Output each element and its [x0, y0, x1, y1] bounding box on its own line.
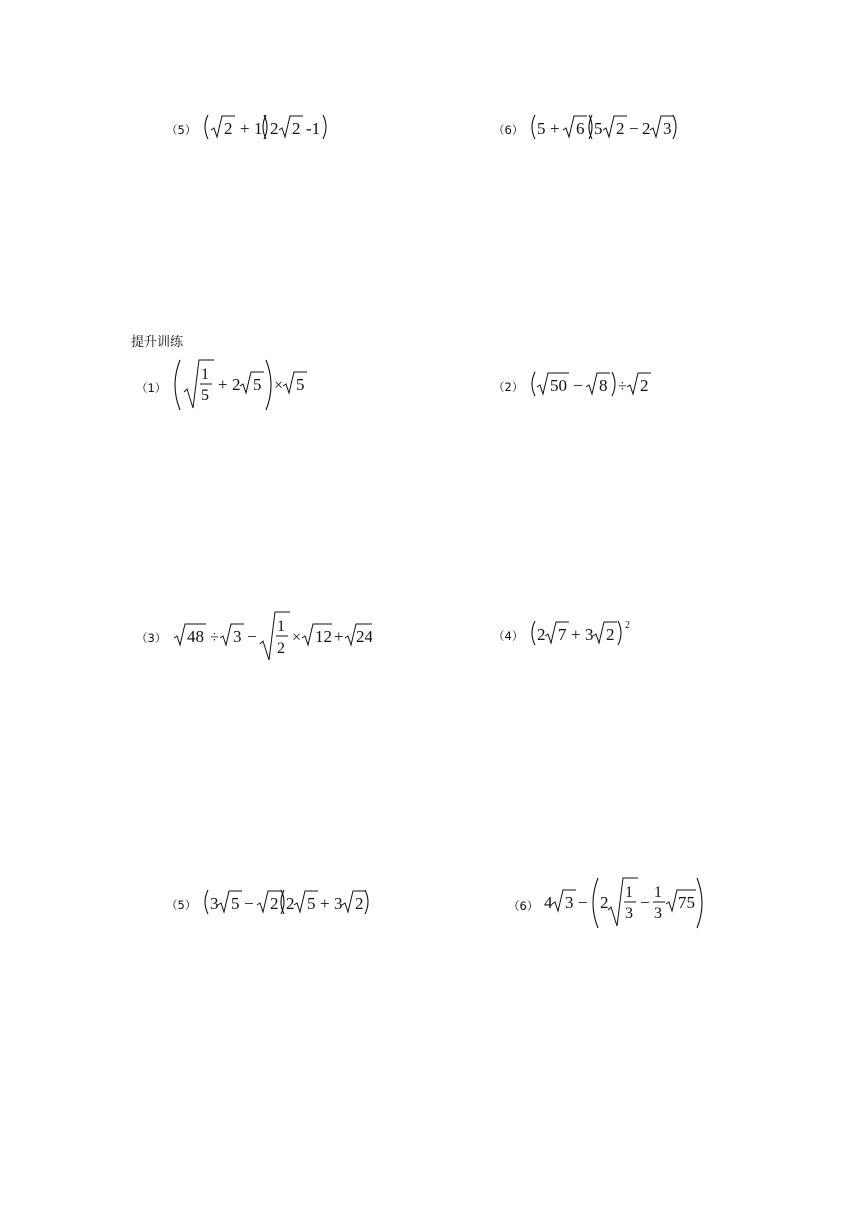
- svg-text:2: 2: [537, 625, 546, 644]
- svg-text:2: 2: [270, 894, 279, 913]
- svg-text:5: 5: [537, 119, 546, 138]
- svg-text:48: 48: [187, 627, 205, 646]
- svg-text:+: +: [218, 375, 228, 394]
- svg-text:+: +: [320, 894, 330, 913]
- svg-text:+: +: [334, 627, 344, 646]
- svg-text:2: 2: [600, 893, 609, 912]
- svg-text:−: −: [244, 894, 254, 913]
- problem-3: [136, 608, 372, 667]
- svg-text:2: 2: [270, 119, 279, 138]
- svg-text:2: 2: [286, 894, 295, 913]
- svg-text:2: 2: [277, 640, 286, 657]
- problem-top-5: [166, 112, 332, 147]
- svg-text:2: 2: [616, 119, 625, 138]
- svg-text:1: 1: [625, 884, 634, 901]
- svg-text:+: +: [550, 119, 560, 138]
- svg-text:+: +: [571, 625, 581, 644]
- svg-text:2: 2: [642, 119, 651, 138]
- svg-text:−: −: [573, 376, 583, 395]
- problem-number: （4）: [493, 628, 524, 643]
- math-expression: [172, 608, 372, 667]
- svg-text:5: 5: [307, 894, 316, 913]
- svg-text:8: 8: [599, 376, 608, 395]
- problem-top-6: [493, 112, 679, 147]
- svg-text:5: 5: [253, 375, 262, 394]
- problem-5: [166, 887, 372, 922]
- math-expression: [544, 876, 706, 935]
- problem-number: （6）: [493, 122, 524, 137]
- svg-text:−: −: [640, 893, 650, 912]
- math-expression: [172, 358, 312, 417]
- svg-text:24: 24: [356, 627, 373, 646]
- svg-text:12: 12: [315, 627, 333, 646]
- svg-text:2: 2: [640, 376, 649, 395]
- svg-text:1: 1: [277, 618, 286, 635]
- svg-text:7: 7: [558, 625, 567, 644]
- svg-text:75: 75: [678, 893, 696, 912]
- svg-text:2: 2: [625, 620, 631, 631]
- math-expression: [529, 369, 654, 404]
- problem-number: （3）: [136, 630, 167, 645]
- problem-4: [493, 618, 634, 653]
- problem-number: （5）: [166, 897, 197, 912]
- math-expression: [202, 887, 372, 922]
- svg-text:3: 3: [663, 119, 672, 138]
- problem-1: [136, 358, 312, 417]
- svg-text:6: 6: [576, 119, 585, 138]
- svg-text:3: 3: [585, 625, 594, 644]
- math-expression: [202, 112, 332, 147]
- svg-text:−: −: [247, 627, 257, 646]
- svg-text:÷: ÷: [210, 629, 220, 646]
- svg-text:3: 3: [334, 894, 343, 913]
- svg-text:5: 5: [231, 894, 240, 913]
- math-expression: [529, 618, 634, 653]
- svg-text:4: 4: [544, 893, 553, 912]
- svg-text:3: 3: [233, 627, 242, 646]
- problem-number: （5）: [166, 122, 197, 137]
- svg-text:3: 3: [565, 893, 574, 912]
- svg-text:×: ×: [292, 629, 302, 646]
- section-heading: 提升训练: [131, 335, 184, 350]
- svg-text:5: 5: [201, 387, 210, 404]
- svg-text:50: 50: [550, 376, 568, 395]
- svg-text:−: −: [578, 893, 588, 912]
- svg-text:1: 1: [201, 366, 210, 383]
- svg-text:×: ×: [274, 377, 284, 394]
- svg-text:2: 2: [224, 119, 233, 138]
- svg-text:3: 3: [654, 905, 663, 922]
- problem-2: [493, 369, 654, 404]
- problem-number: （6）: [508, 898, 539, 913]
- problem-number: （2）: [493, 379, 524, 394]
- svg-text:+: +: [240, 119, 250, 138]
- math-expression: [529, 112, 679, 147]
- svg-text:1: 1: [654, 884, 663, 901]
- svg-text:2: 2: [355, 894, 364, 913]
- svg-text:5: 5: [296, 375, 305, 394]
- problem-6: [508, 876, 706, 935]
- svg-text:÷: ÷: [618, 378, 628, 395]
- svg-text:3: 3: [210, 894, 219, 913]
- svg-text:1: 1: [254, 119, 263, 138]
- svg-text:3: 3: [625, 905, 634, 922]
- svg-text:2: 2: [606, 625, 615, 644]
- svg-text:2: 2: [232, 375, 241, 394]
- svg-text:−: −: [629, 119, 639, 138]
- svg-text:2: 2: [292, 119, 301, 138]
- svg-text:-1: -1: [306, 119, 321, 138]
- svg-text:5: 5: [594, 119, 603, 138]
- problem-number: （1）: [136, 380, 167, 395]
